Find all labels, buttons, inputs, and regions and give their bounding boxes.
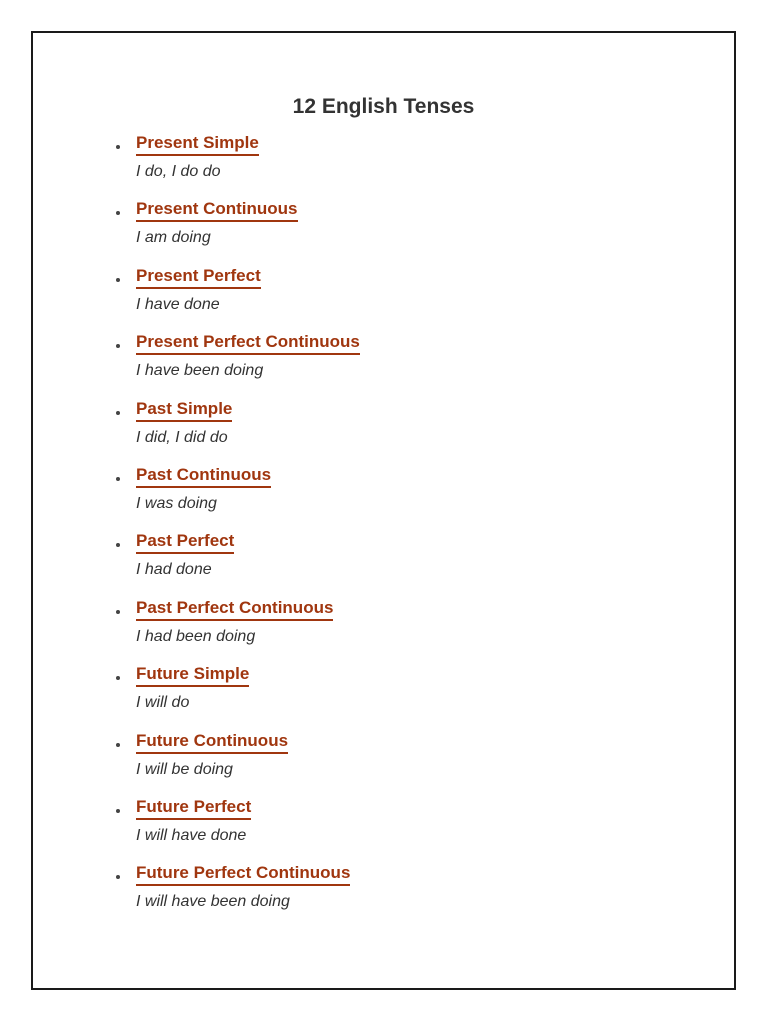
list-item xyxy=(33,464,360,530)
tense-link-past-simple[interactable]: Past Simple xyxy=(136,398,232,422)
bullet-icon xyxy=(116,344,120,348)
tense-link-future-simple[interactable]: Future Simple xyxy=(136,663,249,687)
tense-list xyxy=(33,132,360,929)
tense-example: I will have been doing xyxy=(136,893,290,911)
bullet-icon xyxy=(116,809,120,813)
tense-link-future-perfect[interactable]: Future Perfect xyxy=(136,796,251,820)
tense-link-present-simple[interactable]: Present Simple xyxy=(136,132,259,156)
tense-link-past-perfect[interactable]: Past Perfect xyxy=(136,530,234,554)
tense-link-past-continuous[interactable]: Past Continuous xyxy=(136,464,271,488)
tense-example: I had been doing xyxy=(136,627,256,645)
list-item xyxy=(33,198,360,264)
list-item xyxy=(33,796,360,862)
tense-link-present-perfect-continuous[interactable]: Present Perfect Continuous xyxy=(136,331,360,355)
tense-example: I had done xyxy=(136,561,212,579)
tense-example: I do, I do do xyxy=(136,163,221,180)
list-item xyxy=(33,398,360,464)
bullet-icon xyxy=(116,543,120,547)
bullet-icon xyxy=(116,278,120,282)
tense-link-future-continuous[interactable]: Future Continuous xyxy=(136,730,288,754)
list-item xyxy=(33,265,360,331)
tense-link-past-perfect-continuous[interactable]: Past Perfect Continuous xyxy=(136,597,333,621)
list-item xyxy=(33,132,360,198)
bullet-icon xyxy=(116,145,120,149)
list-item xyxy=(33,730,360,796)
bullet-icon xyxy=(116,676,120,680)
bullet-icon xyxy=(116,743,120,747)
list-item xyxy=(33,530,360,596)
tense-link-present-perfect[interactable]: Present Perfect xyxy=(136,265,261,289)
list-item xyxy=(33,862,360,928)
tense-example: I will do xyxy=(136,694,190,712)
tense-example: I have done xyxy=(136,295,220,313)
bullet-icon xyxy=(116,875,120,879)
tense-link-present-continuous[interactable]: Present Continuous xyxy=(136,198,298,222)
bullet-icon xyxy=(116,211,120,215)
tense-example: I did, I did do xyxy=(136,428,228,446)
list-item xyxy=(33,663,360,729)
page-title: 12 English Tenses xyxy=(292,95,475,118)
list-item xyxy=(33,331,360,397)
tense-link-future-perfect-continuous[interactable]: Future Perfect Continuous xyxy=(136,862,350,886)
tense-example: I have been doing xyxy=(136,362,264,380)
tense-example: I am doing xyxy=(136,229,211,247)
page-frame xyxy=(31,31,736,990)
list-item xyxy=(33,597,360,663)
bullet-icon xyxy=(116,477,120,481)
bullet-icon xyxy=(116,411,120,415)
tense-example: I will be doing xyxy=(136,760,233,778)
bullet-icon xyxy=(116,610,120,614)
tense-example: I will have done xyxy=(136,826,247,844)
tense-example: I was doing xyxy=(136,494,217,512)
